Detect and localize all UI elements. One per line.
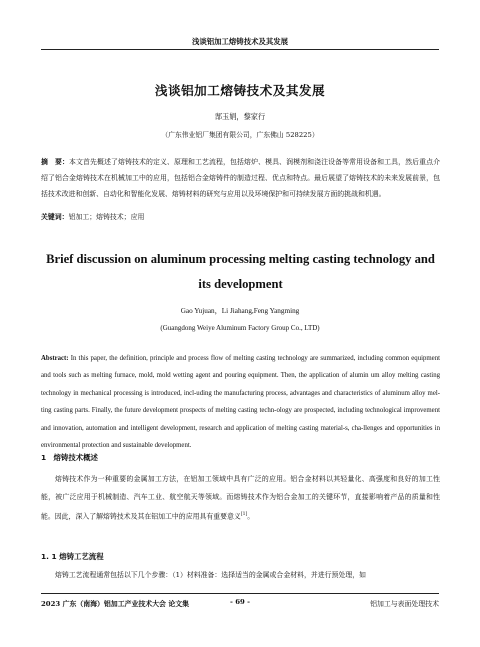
chinese-abstract (41, 154, 440, 202)
chinese-keywords-text: 铝加工；熔铸技术；应用 (68, 213, 145, 221)
chinese-authors: 郜玉娟，黎家行 (214, 112, 266, 121)
section-1-end: 。 (247, 512, 255, 521)
chinese-abstract-label: 摘 要： (41, 158, 70, 166)
english-authors: Gao Yujuan，Li Jiahang,Feng Yangming (180, 307, 300, 315)
chinese-abstract-text: 本文首先概述了熔铸技术的定义、原理和工艺流程，包括熔炉、模具、润模剂和浇注设备等常用设备和工具，然后重点介绍了铝合金熔铸技术在机械加工中的应用，包括铝合金熔铸件的制造过程、优点和特点。最后展望了熔铸技术的未来发展前景，包括技术改进和创新、自动化和智能化发展、熔铸材料的研究与应用以及环境保护和可持续发展方面的挑战和机遇。 (41, 158, 441, 198)
page-number: - 69 - (229, 598, 251, 606)
chinese-affiliation: （广东伟业铝厂集团有限公司，广东佛山 528225） (161, 131, 319, 139)
english-abstract-text: In this paper, the definition, principle and process flow of melting casting technology are summarized, including common equipment and tools such as melting furnace, mold, mold wetting agent and pouring equipment. Then, the application of alumin um alloy melting casting technology in mechanical processing is introduced, incl-uding the manufacturing process, advantages and characteristics of aluminum alloy mel-ting casting parts. Finally, the future development prospects of melting casting techn-ology are prospected, including technological improvement and innovation, automation and intelligent development, research and application of melting casting material-s, cha-llenges and opportunities in environmental protection and sustainable development. (41, 355, 440, 450)
header-rule (41, 49, 439, 50)
english-abstract-label: Abstract: (41, 355, 69, 362)
section-1-heading: 1 熔铸技术概述 (41, 453, 98, 462)
chinese-keywords-label: 关键词： (41, 213, 69, 221)
section-1-text: 熔铸技术作为一种重要的金属加工方法，在铝加工领域中具有广泛的应用。铝合金材料以其轻量化、高强度和良好的加工性能，被广泛应用于机械制造、汽车工业、航空航天等领域。而熔铸技术作为铝合金加工的关键环节，直接影响着产品的质量和性能。因此，深入了解熔铸技术及其在铝加工中的应用具有重要意义 (41, 475, 440, 521)
chinese-keywords (41, 211, 440, 221)
section-1-paragraph (41, 471, 440, 526)
english-affiliation: (Guangdong Weiye Aluminum Factory Group Co., LTD) (160, 324, 320, 332)
footer-rule (41, 593, 439, 594)
chinese-title: 浅谈铝加工熔铸技术及其发展 (154, 83, 326, 98)
footer-journal: 铝加工与表面处理技术 (370, 600, 439, 608)
footer-proceedings: 2023 广东（南海）铝加工产业技术大会 论文集 (41, 600, 190, 608)
section-1-1-paragraph: 熔铸工艺流程通常包括以下几个步骤：（1）材料准备：选择适当的金属或合金材料，并进行预处理，如 (55, 571, 367, 579)
english-abstract (41, 350, 440, 454)
section-1-1-heading: 1. 1 熔铸工艺流程 (41, 552, 104, 561)
citation-1: [1] (240, 512, 248, 518)
english-title: Brief discussion on aluminum processing melting casting technology and its development (46, 252, 435, 291)
running-head: 浅谈铝加工熔铸技术及其发展 (191, 37, 289, 46)
